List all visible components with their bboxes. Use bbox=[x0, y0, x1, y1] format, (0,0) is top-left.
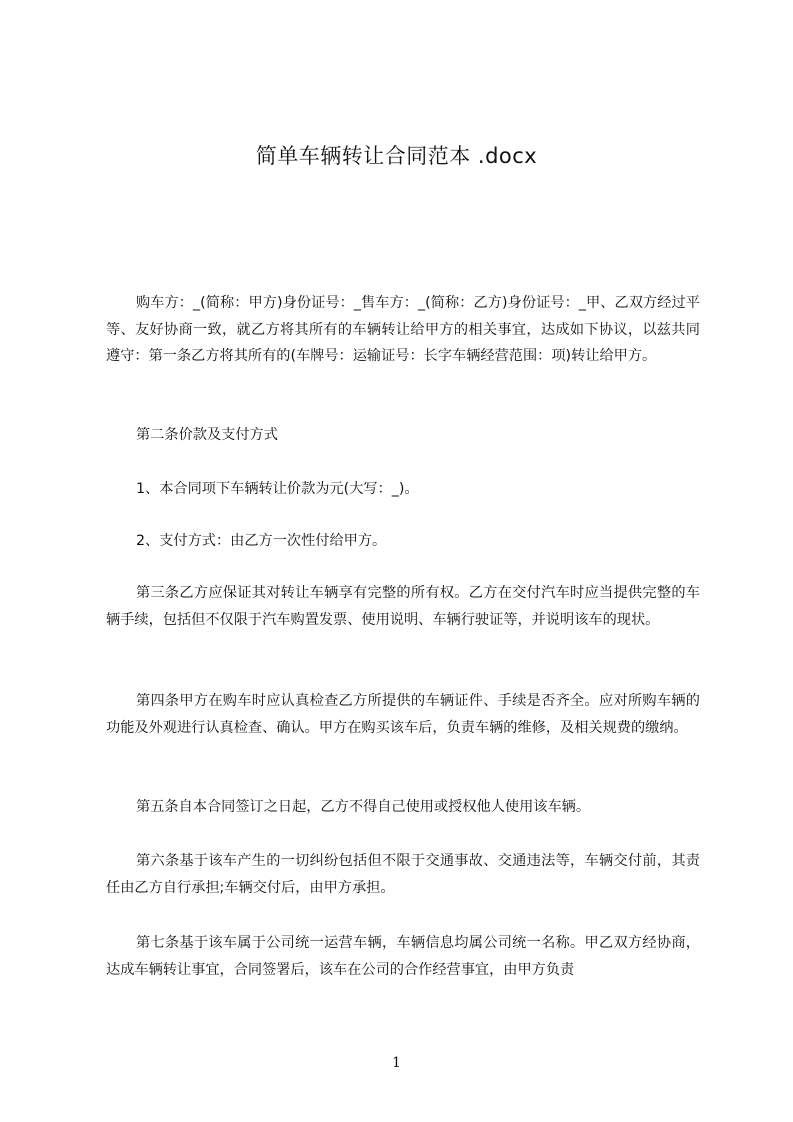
paragraph-preamble: 购车方：_(简称：甲方)身份证号：_售车方：_(简称：乙方)身份证号：_甲、乙双方经过平等、友好协商一致，就乙方将其所有的车辆转让给甲方的相关事宜，达成如下协议，以兹共同遵守：第一条乙方将其所有的(车牌号：运输证号：长字车辆经营范围：项)转让给甲方。 bbox=[106, 295, 700, 364]
paragraph-article-2: 第二条价款及支付方式 bbox=[136, 427, 278, 443]
paragraph-article-6: 第六条基于该车产生的一切纠纷包括但不限于交通事故、交通违法等，车辆交付前，其责任由乙方自行承担;车辆交付后，由甲方承担。 bbox=[106, 853, 700, 896]
paragraph-article-7: 第七条基于该车属于公司统一运营车辆，车辆信息均属公司统一名称。甲乙双方经协商，达成车辆转让事宜，合同签署后，该车在公司的合作经营事宜，由甲方负责 bbox=[106, 935, 700, 978]
paragraph-article-5: 第五条自本合同签订之日起，乙方不得自己使用或授权他人使用该车辆。 bbox=[136, 799, 591, 815]
paragraph-clause-2: 2、支付方式：由乙方一次性付给甲方。 bbox=[136, 533, 387, 549]
paragraph-article-3: 第三条乙方应保证其对转让车辆享有完整的所有权。乙方在交付汽车时应当提供完整的车辆手续，包括但不仅限于汽车购置发票、使用说明、车辆行驶证等，并说明该车的现状。 bbox=[106, 585, 700, 628]
page-number: 1 bbox=[392, 1055, 401, 1071]
paragraph-clause-1: 1、本合同项下车辆转让价款为元(大写：_)。 bbox=[136, 481, 419, 497]
document-title: 简单车辆转让合同范本 .docx bbox=[255, 144, 538, 168]
paragraph-article-4: 第四条甲方在购车时应认真检查乙方所提供的车辆证件、手续是否齐全。应对所购车辆的功能及外观进行认真检查、确认。甲方在购买该车后，负责车辆的维修，及相关规费的缴纳。 bbox=[106, 693, 700, 736]
